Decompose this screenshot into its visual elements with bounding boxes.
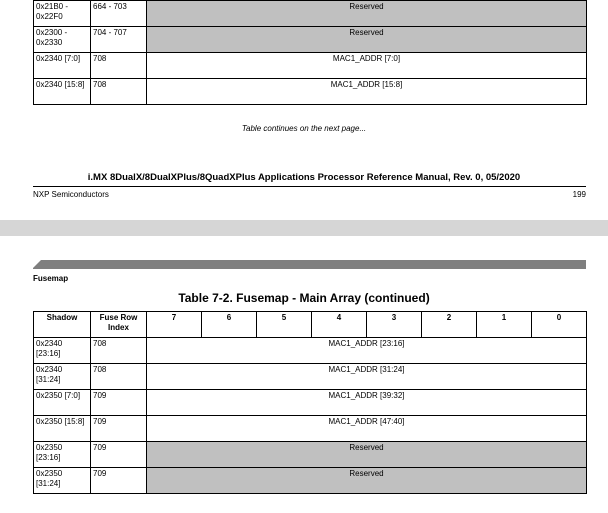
column-header: 2 bbox=[422, 312, 477, 338]
column-header: Fuse Row Index bbox=[91, 312, 147, 338]
column-header: 7 bbox=[147, 312, 202, 338]
fuse-value-cell: MAC1_ADDR [23:16] bbox=[147, 338, 587, 364]
shadow-cell: 0x2340 [23:16] bbox=[34, 338, 91, 364]
shadow-cell: 0x2350 [7:0] bbox=[34, 390, 91, 416]
shadow-cell: 0x2340 [7:0] bbox=[34, 53, 91, 79]
fuse-row-index-cell: 708 bbox=[91, 364, 147, 390]
footer-company: NXP Semiconductors bbox=[33, 190, 109, 199]
shadow-cell: 0x2350 [31:24] bbox=[34, 468, 91, 494]
shadow-cell: 0x21B0 - 0x22F0 bbox=[34, 1, 91, 27]
table-row bbox=[34, 364, 587, 390]
fuse-value-cell: MAC1_ADDR [7:0] bbox=[147, 53, 587, 79]
current-page bbox=[0, 236, 608, 513]
section-label: Fusemap bbox=[33, 274, 69, 283]
footer-divider bbox=[33, 186, 586, 187]
fusemap-table-top bbox=[33, 0, 587, 105]
shadow-cell: 0x2340 [15:8] bbox=[34, 79, 91, 105]
table-row bbox=[34, 79, 587, 105]
fuse-row-index-cell: 708 bbox=[91, 79, 147, 105]
column-header: 5 bbox=[257, 312, 312, 338]
fuse-row-index-cell: 708 bbox=[91, 53, 147, 79]
fusemap-table-bottom-body bbox=[34, 338, 587, 494]
section-header-bar bbox=[33, 260, 586, 269]
table-row bbox=[34, 27, 587, 53]
shadow-cell: 0x2350 [15:8] bbox=[34, 416, 91, 442]
fusemap-table-bottom bbox=[33, 311, 587, 494]
table-row bbox=[34, 468, 587, 494]
fuse-row-index-cell: 704 - 707 bbox=[91, 27, 147, 53]
shadow-cell: 0x2340 [31:24] bbox=[34, 364, 91, 390]
table-row bbox=[34, 442, 587, 468]
table-header-row bbox=[34, 312, 587, 338]
fuse-value-cell: MAC1_ADDR [47:40] bbox=[147, 416, 587, 442]
previous-page bbox=[0, 0, 608, 220]
column-header: 0 bbox=[532, 312, 587, 338]
fuse-row-index-cell: 664 - 703 bbox=[91, 1, 147, 27]
fuse-row-index-cell: 709 bbox=[91, 416, 147, 442]
table-row bbox=[34, 390, 587, 416]
shadow-cell: 0x2300 - 0x2330 bbox=[34, 27, 91, 53]
reserved-cell: Reserved bbox=[147, 442, 587, 468]
reserved-cell: Reserved bbox=[147, 468, 587, 494]
table-row bbox=[34, 53, 587, 79]
column-header: Shadow bbox=[34, 312, 91, 338]
fuse-value-cell: MAC1_ADDR [39:32] bbox=[147, 390, 587, 416]
fuse-row-index-cell: 708 bbox=[91, 338, 147, 364]
table-row bbox=[34, 1, 587, 27]
table-caption: Table 7-2. Fusemap - Main Array (continued) bbox=[178, 291, 430, 305]
reserved-cell: Reserved bbox=[147, 1, 587, 27]
table-row bbox=[34, 416, 587, 442]
fusemap-table-top-body bbox=[34, 1, 587, 105]
column-header: 1 bbox=[477, 312, 532, 338]
fuse-row-index-cell: 709 bbox=[91, 468, 147, 494]
fuse-value-cell: MAC1_ADDR [31:24] bbox=[147, 364, 587, 390]
manual-title-footer: i.MX 8DualX/8DualXPlus/8QuadXPlus Applications Processor Reference Manual, Rev. 0, 05/2020 bbox=[87, 172, 521, 183]
table-row bbox=[34, 338, 587, 364]
shadow-cell: 0x2350 [23:16] bbox=[34, 442, 91, 468]
fuse-row-index-cell: 709 bbox=[91, 442, 147, 468]
column-header: 3 bbox=[367, 312, 422, 338]
table-continues-note: Table continues on the next page... bbox=[241, 124, 367, 133]
fuse-value-cell: MAC1_ADDR [15:8] bbox=[147, 79, 587, 105]
fuse-row-index-cell: 709 bbox=[91, 390, 147, 416]
column-header: 4 bbox=[312, 312, 367, 338]
reserved-cell: Reserved bbox=[147, 27, 587, 53]
column-header: 6 bbox=[202, 312, 257, 338]
page-number: 199 bbox=[572, 190, 586, 199]
